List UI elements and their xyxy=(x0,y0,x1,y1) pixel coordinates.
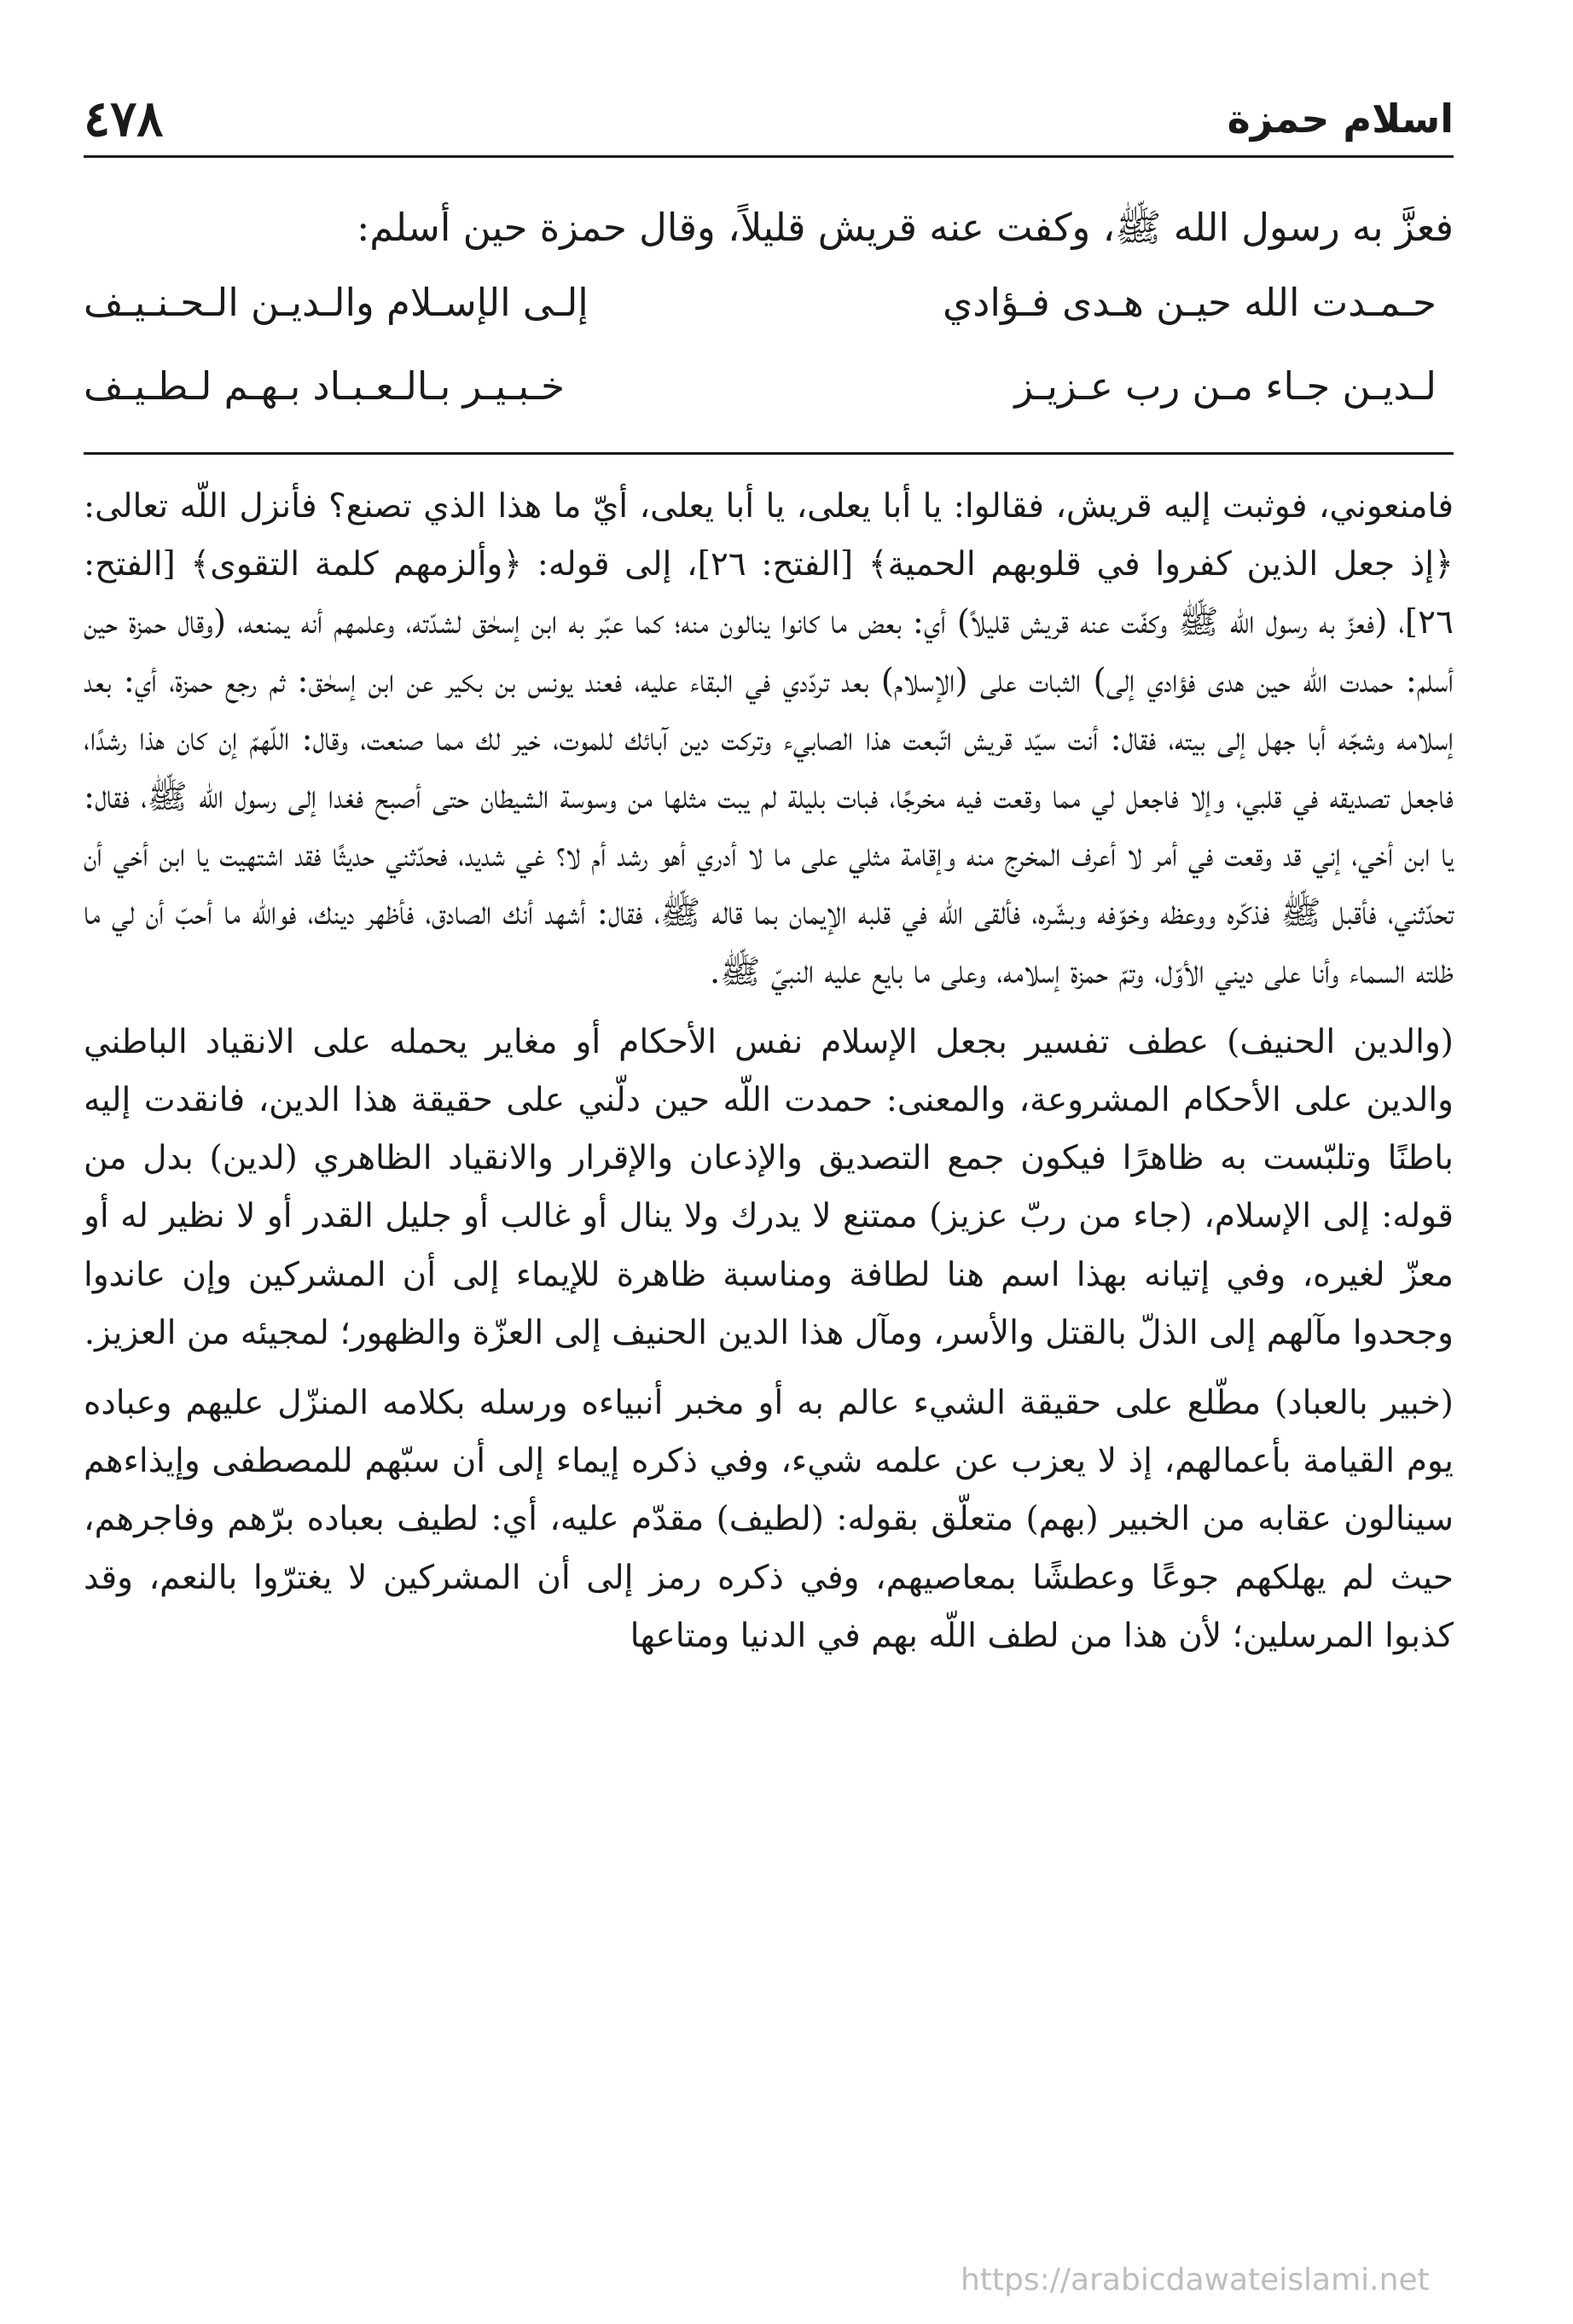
verse-second-hemistich: خـبـيـر بـالـعـبـاد بـهـم لـطـيـف xyxy=(84,363,565,409)
verse-second-hemistich: إلـى الإسـلام والـديـن الـحـنـيـف xyxy=(84,280,589,325)
verse-line xyxy=(84,345,1454,428)
matn-section xyxy=(84,195,1454,428)
running-title: اسلام حمزة xyxy=(1227,96,1454,142)
matn-intro: فعزَّ به رسول الله ﷺ، وكفت عنه قريش قليلاً، وقال حمزة حين أسلم: xyxy=(357,205,1454,250)
page-header xyxy=(84,82,1454,158)
verse-first-hemistich: لـديـن جـاء مـن رب عـزيـز xyxy=(1014,363,1437,409)
commentary-paragraph: فامنعوني، فوثبت إليه قريش، فقالوا: يا أبا يعلى، يا أبا يعلى، أيّ ما هذا الذي تصنع؟ فأنزل اللّه تعالى: ﴿إذ جعل الذين كفروا في قلوبهم الحمية﴾ [الفتح: ٢٦]، إلى قوله: ﴿وألزمهم كلمة التقوى﴾ [الفتح: ٢٦]، (فعزّ به رسول اللّه ﷺ وكفّت عنه قريش قليلاً) أي: بعض ما كانوا ينالون منه؛ كما عبّر به ابن إسحٰق لشدّته، وعلمهم أنه يمنعه، (وقال حمزة حين أسلم: حمدت اللّه حين هدى فؤادي إلى) الثبات على (الإسلام) بعد تردّدي في البقاء عليه، فعند يونس بن بكير عن ابن إسحٰق: ثم رجع حمزة، أي: بعد إسلامه وشجّه أبا جهل إلى بيته، فقال: أنت سيّد قريش اتّبعت هذا الصابيء وتركت دين آبائك للموت، خير لك مما صنعت، وقال: اللّهمّ إن كان هذا رشدًا، فاجعل تصديقه في قلبي، وإلا فاجعل لي مما وقعت فيه مخرجًا، فبات بليلة لم يبت مثلها من وسوسة الشيطان حتى أصبح فغدا إلى رسول اللّه ﷺ، فقال: يا ابن أخي، إني قد وقعت في أمر لا أعرف المخرج منه وإقامة مثلي على ما لا أدري أهو رشد أم لا؟ غي شديد، فحدّثني حديثًا فقد اشتهيت يا ابن أخي أن تحدّثني، فأقبل ﷺ فذكّره ووعظه وخوّفه وبشّره، فألقى اللّه في قلبه الإيمان بما قاله ﷺ، فقال: أشهد أنك الصادق، فأظهر دينك، فواللّه ما أحبّ أن لي ما ظلته السماء وأنا على ديني الأوّل، وتمّ حمزة إسلامه، وعلى ما بايع عليه النبيّ ﷺ. xyxy=(84,487,1454,991)
commentary-paragraph: (خبير بالعباد) مطّلع على حقيقة الشيء عالم به أو مخبر أنبياءه ورسله بكلامه المنزّل عليهم وعباده يوم القيامة بأعمالهم، إذ لا يعزب عن علمه شيء، وفي ذكره إيماء إلى أن سبّهم للمصطفى وإيذاءهم سينالون عقابه من الخبير (بهم) متعلّق بقوله: (لطيف) مقدّم عليه، أي: لطيف بعباده برّهم وفاجرهم، حيث لم يهلكهم جوعًا وعطشًا بمعاصيهم، وفي ذكره رمز إلى أن المشركين لا يغترّوا بالنعم، وقد كذبوا المرسلين؛ لأن هذا من لطف اللّه بهم في الدنيا ومتاعها xyxy=(84,1384,1454,1655)
section-divider xyxy=(84,452,1454,455)
watermark-url: https://arabicdawateislami.net xyxy=(961,2263,1430,2298)
verse-line xyxy=(84,261,1454,345)
verse-first-hemistich: حـمـدت الله حيـن هـدى فـؤادي xyxy=(943,280,1437,325)
page-number: ٤٧٨ xyxy=(84,90,164,148)
commentary-paragraph: (والدين الحنيف) عطف تفسير بجعل الإسلام نفس الأحكام أو مغاير يحمله على الانقياد الباطني والدين على الأحكام المشروعة، والمعنى: حمدت اللّه حين دلّني على حقيقة هذا الدين، فانقدت إليه باطنًا وتلبّست به ظاهرًا فيكون جمع التصديق والإذعان والإقرار والانقياد الظاهري (لدين) بدل من قوله: إلى الإسلام، (جاء من ربّ عزيز) ممتنع لا يدرك ولا ينال أو غالب أو جليل القدر أو لا نظير له أو معزّ لغيره، وفي إتيانه بهذا اسم هنا لطافة ومناسبة ظاهرة للإيماء إلى أن المشركين وإن عاندوا وجحدوا مآلهم إلى الذلّ بالقتل والأسر، ومآل هذا الدين الحنيف إلى العزّة والظهور؛ لمجيئه من العزيز. xyxy=(84,1022,1454,1352)
commentary-section xyxy=(84,478,1454,1665)
